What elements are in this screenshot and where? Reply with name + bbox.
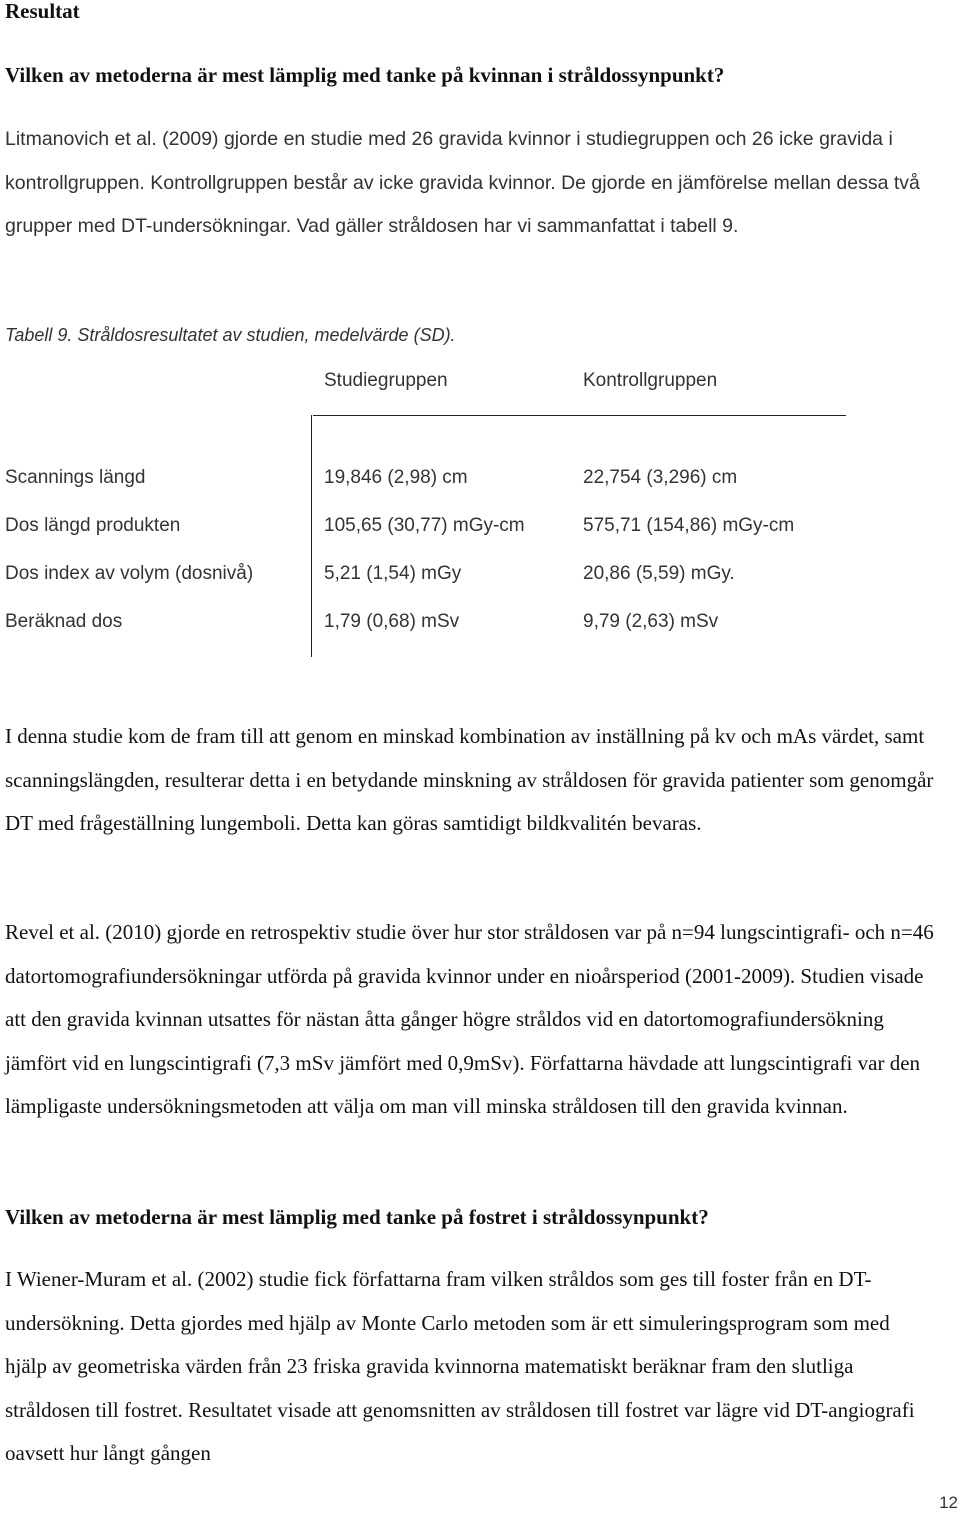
paragraph-wiener-muram: I Wiener-Muram et al. (2002) studie fick författarna fram vilken stråldos som ges till foster från en DT-undersökning. Detta gjordes med hjälp av Monte Carlo metoden som är ett simuleringsprogram som med hjälp av geometriska värden från 23 friska gravida kvinnorna matematiskt beräknar fram den slutliga stråldosen till fostret. Resultatet visade att genomsnitten av stråldosen till fostret var lägre vid DT-angiografi oavsett hur långt gången xyxy=(5,1267,915,1465)
paragraph-litmanovich: Litmanovich et al. (2009) gjorde en studie med 26 gravida kvinnor i studiegruppen och 26 icke gravida i kontrollgruppen. Kontrollgruppen består av icke gravida kvinnor. De gjorde en jämförelse mellan dessa två grupper med DT-undersökningar. Vad gäller stråldosen har vi sammanfattat i tabell 9. xyxy=(5,128,920,237)
table-cell-control: 20,86 (5,59) mGy. xyxy=(583,563,735,584)
table-header-study: Studiegruppen xyxy=(324,370,448,391)
paragraph-revel: Revel et al. (2010) gjorde en retrospektiv studie över hur stor stråldosen var på n=94 lungscintigrafi- och n=46 datortomografiundersökningar utförda på gravida kvinnor under en nioårsperiod (2001-2009). Studien visade att den gravida kvinnan utsattes för nästan åtta gånger högre stråldos vid en datortomografiundersökning jämfört vid en lungscintigrafi (7,3 mSv jämfört med 0,9mSv). Författarna hävdade att lungscintigrafi var den lämpligaste undersökningsmetoden att välja om man vill minska stråldosen till den gravida kvinnan. xyxy=(5,920,934,1118)
table-row-label: Scannings längd xyxy=(5,467,146,488)
table-cell-study: 1,79 (0,68) mSv xyxy=(324,611,460,632)
section-title: Resultat xyxy=(5,0,80,23)
table-column-rule xyxy=(311,415,312,657)
paragraph-study-conclusion: I denna studie kom de fram till att genom en minskad kombination av inställning på kv och mAs värdet, samt scanningslängden, resulterar detta i en betydande minskning av stråldosen för gravida patienter som genomgår DT med frågeställning lungemboli. Detta kan göras samtidigt bildkvalitén bevaras. xyxy=(5,724,934,835)
table-header-control: Kontrollgruppen xyxy=(583,370,718,391)
page-number: 12 xyxy=(939,1493,958,1512)
table-cell-control: 22,754 (3,296) cm xyxy=(583,467,738,488)
table-caption: Tabell 9. Stråldosresultatet av studien, medelvärde (SD). xyxy=(5,325,456,345)
table-cell-study: 105,65 (30,77) mGy-cm xyxy=(324,515,525,536)
table-row-label: Dos index av volym (dosnivå) xyxy=(5,563,254,584)
table-cell-control: 9,79 (2,63) mSv xyxy=(583,611,719,632)
table-row-label: Dos längd produkten xyxy=(5,515,181,536)
question-heading-2: Vilken av metoderna är mest lämplig med tanke på fostret i stråldossynpunkt? xyxy=(5,1205,709,1229)
table-cell-study: 19,846 (2,98) cm xyxy=(324,467,468,488)
table-header-rule xyxy=(313,415,846,416)
table-cell-control: 575,71 (154,86) mGy-cm xyxy=(583,515,795,536)
table-cell-study: 5,21 (1,54) mGy xyxy=(324,563,462,584)
table-row-label: Beräknad dos xyxy=(5,611,123,632)
question-heading-1: Vilken av metoderna är mest lämplig med tanke på kvinnan i stråldossynpunkt? xyxy=(5,63,725,87)
